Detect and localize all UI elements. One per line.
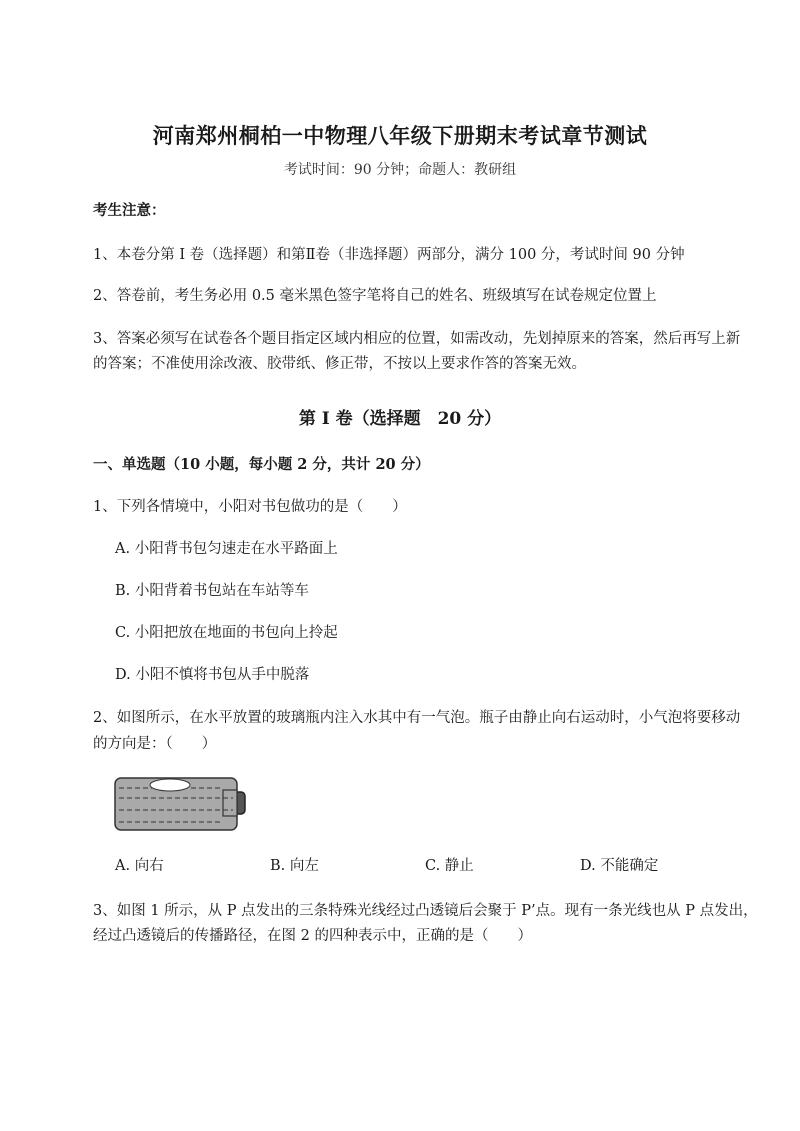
question-1-option-c[interactable]: C. 小阳把放在地面的书包向上拎起 bbox=[115, 625, 338, 641]
question-2-option-b[interactable]: B. 向左 bbox=[270, 858, 319, 874]
exam-info: 考试时间：90 分钟；命题人：教研组 bbox=[283, 162, 517, 178]
section-title: 第 I 卷（选择题 20 分） bbox=[298, 409, 502, 429]
question-2-stem: 的方向是：（ ） bbox=[93, 736, 217, 752]
notice-item: 的答案；不准使用涂改液、胶带纸、修正带，不按以上要求作答的答案无效。 bbox=[93, 356, 586, 372]
notice-item: 3、答案必须写在试卷各个题目指定区域内相应的位置，如需改动，先划掉原来的答案，然后再写上新 bbox=[93, 331, 741, 347]
bottle-with-bubble-image bbox=[113, 774, 248, 834]
notice-item: 1、本卷分第 I 卷（选择题）和第Ⅱ卷（非选择题）两部分，满分 100 分，考试时间 90 分钟 bbox=[93, 247, 685, 263]
question-2-stem: 2、如图所示，在水平放置的玻璃瓶内注入水其中有一气泡。瓶子由静止向右运动时，小气泡将要移动 bbox=[93, 710, 741, 726]
part-heading: 一、单选题（10 小题，每小题 2 分，共计 20 分） bbox=[93, 456, 430, 473]
question-3-stem: 3、如图 1 所示，从 P 点发出的三条特殊光线经过凸透镜后会聚于 P’点。现有一条光线也从 P 点发出， bbox=[93, 903, 758, 919]
page-title: 河南郑州桐柏一中物理八年级下册期末考试章节测试 bbox=[152, 123, 648, 148]
question-1-stem: 1、下列各情境中，小阳对书包做功的是（ ） bbox=[93, 499, 407, 515]
air-bubble bbox=[150, 779, 190, 791]
question-2-option-c[interactable]: C. 静止 bbox=[425, 858, 474, 874]
question-1-option-a[interactable]: A. 小阳背书包匀速走在水平路面上 bbox=[115, 541, 338, 557]
notice-heading: 考生注意： bbox=[93, 202, 166, 219]
question-3-stem: 经过凸透镜后的传播路径，在图 2 的四种表示中，正确的是（ ） bbox=[93, 928, 532, 944]
bottle-neck bbox=[223, 790, 237, 816]
notice-item: 2、答卷前，考生务必用 0.5 毫米黑色签字笔将自己的姓名、班级填写在试卷规定位置上 bbox=[93, 288, 657, 304]
question-2-option-a[interactable]: A. 向右 bbox=[115, 858, 164, 874]
question-2-option-d[interactable]: D. 不能确定 bbox=[580, 858, 659, 874]
question-1-option-d[interactable]: D. 小阳不慎将书包从手中脱落 bbox=[115, 667, 310, 683]
question-1-option-b[interactable]: B. 小阳背着书包站在车站等车 bbox=[115, 583, 309, 599]
bottle-figure bbox=[113, 774, 248, 834]
